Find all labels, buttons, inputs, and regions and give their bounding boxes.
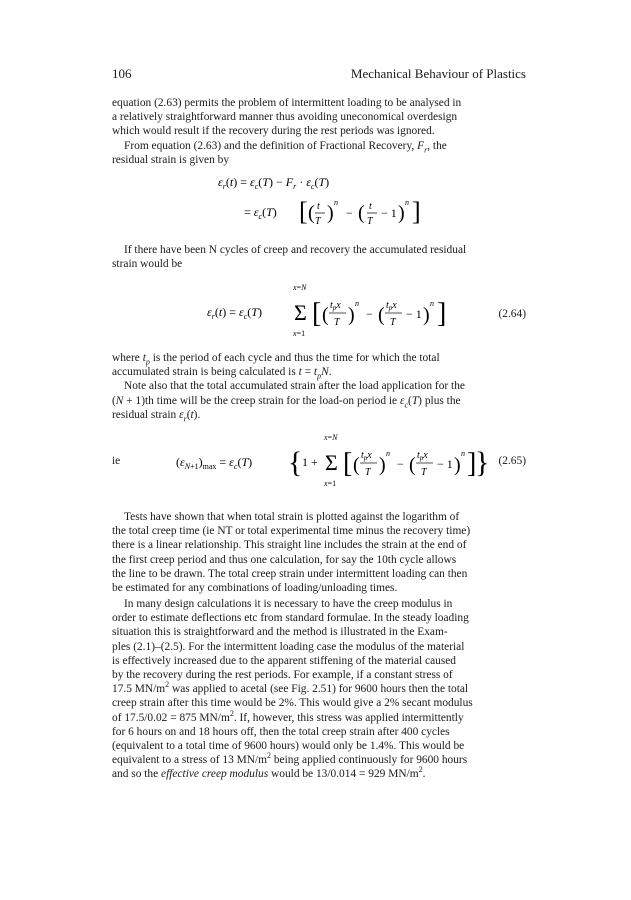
text-line: equation (2.63) permits the problem of intermittent loading to be analysed in (112, 97, 462, 109)
svg-text:]: ] (412, 197, 421, 226)
svg-text:x=1: x=1 (324, 479, 337, 488)
svg-text:−: − (397, 457, 404, 471)
text-line: (equivalent to a total time of 9600 hours) would only be 1.4%. This would be (112, 740, 465, 753)
text-line: where $t_p$ is the period of each cycle and thus the time for which the total (112, 352, 440, 367)
svg-text:Σ: Σ (325, 450, 338, 475)
svg-text:(: ( (322, 304, 329, 326)
text-line: be estimated for any combinations of loading/unloading times. (112, 582, 398, 595)
text-line: for 6 hours on and 18 hours off, then the total creep strain after 400 cycles (112, 725, 450, 738)
svg-text:(: ( (409, 454, 416, 476)
svg-text:(: ( (358, 202, 365, 224)
text-line: by the recovery during the rest periods. For example, if a constant stress of (112, 669, 453, 682)
svg-text:n: n (461, 449, 465, 458)
paragraph-period (112, 351, 526, 422)
text-line: the first creep period and thus one calculation, for say the 10th cycle allows (112, 553, 457, 566)
page-number: 106 (112, 66, 132, 81)
svg-text:(: ( (378, 304, 385, 326)
text-line: situation this is straightforward and the method is illustrated in the Exam- (112, 626, 448, 639)
text-line: there is a linear relationship. This straight line includes the strain at the end of (112, 539, 467, 552)
svg-text:x=N: x=N (324, 433, 338, 442)
paragraph-tests (112, 510, 526, 595)
svg-text:t: t (317, 201, 320, 212)
equation-residual-strain (112, 172, 526, 234)
text-line: accumulated strain is being calculated is $t = t_pN$. (112, 366, 332, 381)
svg-text:Σ: Σ (294, 300, 307, 325)
text-line: residual strain $\varepsilon_r(t)$. (112, 408, 201, 424)
svg-text:[: [ (299, 197, 308, 226)
equation-number: (2.64) (498, 308, 526, 320)
text-line: which would result if the recovery during the rest periods was ignored. (112, 125, 435, 138)
svg-text:n: n (334, 198, 338, 207)
svg-text:T: T (315, 216, 321, 227)
svg-text:(εN+1)max = εc(T): $(\varepsilon_{N+1})_{max} = \varepsilon_c(T)$ (176, 455, 253, 471)
text-line: (N + 1)th time will be the creep strain for the load-on period ie $\varepsilon_c(T)$ plus the (112, 394, 461, 409)
svg-text:= εc(T): = $\varepsilon_c(T)$ (244, 205, 277, 221)
svg-text:n: n (355, 299, 359, 308)
svg-text:εr(t) = εc(T): $\varepsilon_r(t) = \varepsilon_c(T)$ (207, 305, 262, 321)
svg-text:T: T (367, 216, 373, 227)
equation-2-64 (112, 280, 526, 344)
svg-text:): ) (327, 202, 334, 224)
svg-text:tpx: $t_px$ (386, 300, 397, 312)
text-line: If there have been N cycles of creep and recovery the accumulated residual (124, 244, 467, 256)
svg-text:t: t (369, 201, 372, 212)
svg-text:[: [ (343, 448, 353, 479)
svg-text:): ) (423, 304, 430, 326)
text-line: From equation (2.63) and the definition of Fractional Recovery, $F_r$, the (124, 139, 447, 154)
equation-prefix: ie (112, 455, 121, 467)
svg-text:]: ] (467, 448, 477, 479)
text-line: residual strain is given by (112, 153, 230, 166)
paragraph-creep-modulus (112, 597, 526, 782)
text-line: is effectively increased due to the apparent stiffening of the material caused (112, 654, 457, 667)
equation-graphic (112, 172, 526, 234)
text-line: ples (2.1)–(2.5). For the intermittent loading case the modulus of the material (112, 640, 465, 653)
text-line: In many design calculations it is necessary to have the creep modulus in (124, 598, 453, 610)
svg-text:−: − (366, 307, 373, 321)
svg-text:tpx: $t_px$ (417, 450, 428, 462)
text-line: creep strain after this time would be 2%. This would give a 2% secant modulus (112, 697, 473, 710)
svg-text:T: T (421, 467, 427, 478)
svg-text:T: T (334, 317, 340, 328)
svg-text:n: n (405, 198, 409, 207)
text-line: and so the effective creep modulus would be 13/0.014 = 929 $MN/m^2$. (112, 765, 426, 781)
paragraph-cycles (112, 243, 526, 271)
svg-text:{: { (288, 446, 303, 479)
text-line: strain would be (112, 258, 183, 271)
text-line: equivalent to a stress of 13 $MN/m^2$ being applied continuously for 9600 hours (112, 751, 468, 767)
svg-text:tpx: $t_px$ (361, 450, 372, 462)
equation-graphic (112, 280, 526, 344)
text-line: a relatively straightforward manner thus avoiding uneconomical overdesign (112, 111, 458, 124)
svg-text:(: ( (353, 454, 360, 476)
equation-graphic (112, 428, 526, 492)
paragraph-continuation (112, 96, 526, 167)
equation-number: (2.65) (498, 455, 526, 467)
svg-text:n: n (430, 299, 434, 308)
running-header (112, 66, 526, 84)
text-line: order to estimate deflections etc from standard formulae. In the steady loading (112, 612, 469, 625)
svg-text:− 1: − 1 (381, 206, 397, 220)
text-line: the line to be drawn. The total creep strain under intermittent loading can then (112, 567, 468, 580)
svg-text:1 +: 1 + (302, 455, 318, 469)
text-line: Note also that the total accumulated strain after the load application for the (124, 380, 465, 393)
equation-2-65 (112, 428, 526, 492)
svg-text:[: [ (312, 298, 322, 329)
text-line: 17.5 $MN/m^2$ was applied to acetal (see Fig. 2.51) for 9600 hours then the total (112, 680, 469, 696)
svg-text:T: T (365, 467, 371, 478)
svg-text:T: T (390, 317, 396, 328)
svg-text:): ) (379, 454, 386, 476)
text-line: of 17.5/0.02 = 875 $MN/m^2$. If, however, this stress was applied intermittently (112, 708, 464, 724)
svg-text:tpx: $t_px$ (330, 300, 341, 312)
svg-text:x=N: x=N (293, 283, 307, 292)
svg-text:}: } (475, 446, 490, 479)
svg-text:−: − (346, 206, 353, 220)
svg-text:]: ] (437, 298, 447, 329)
svg-text:(: ( (308, 202, 315, 224)
svg-text:n: n (386, 449, 390, 458)
svg-text:εr(t) = εc(T) − Fr · εc(T): $\varepsilon_r(t) = \varepsilon_c(T) - F_r \cdot \varepsilon_c(T)$ (218, 175, 330, 191)
svg-text:): ) (454, 454, 461, 476)
svg-text:− 1: − 1 (406, 307, 422, 321)
text-line: Tests have shown that when total strain is plotted against the logarithm of (124, 511, 460, 523)
svg-text:− 1: − 1 (437, 457, 453, 471)
svg-text:): ) (348, 304, 355, 326)
running-title: Mechanical Behaviour of Plastics (350, 66, 526, 81)
text-line: the total creep time (ie NT or total experimental time minus the recovery time) (112, 525, 471, 538)
svg-text:x=1: x=1 (293, 329, 306, 338)
svg-text:): ) (398, 202, 405, 224)
